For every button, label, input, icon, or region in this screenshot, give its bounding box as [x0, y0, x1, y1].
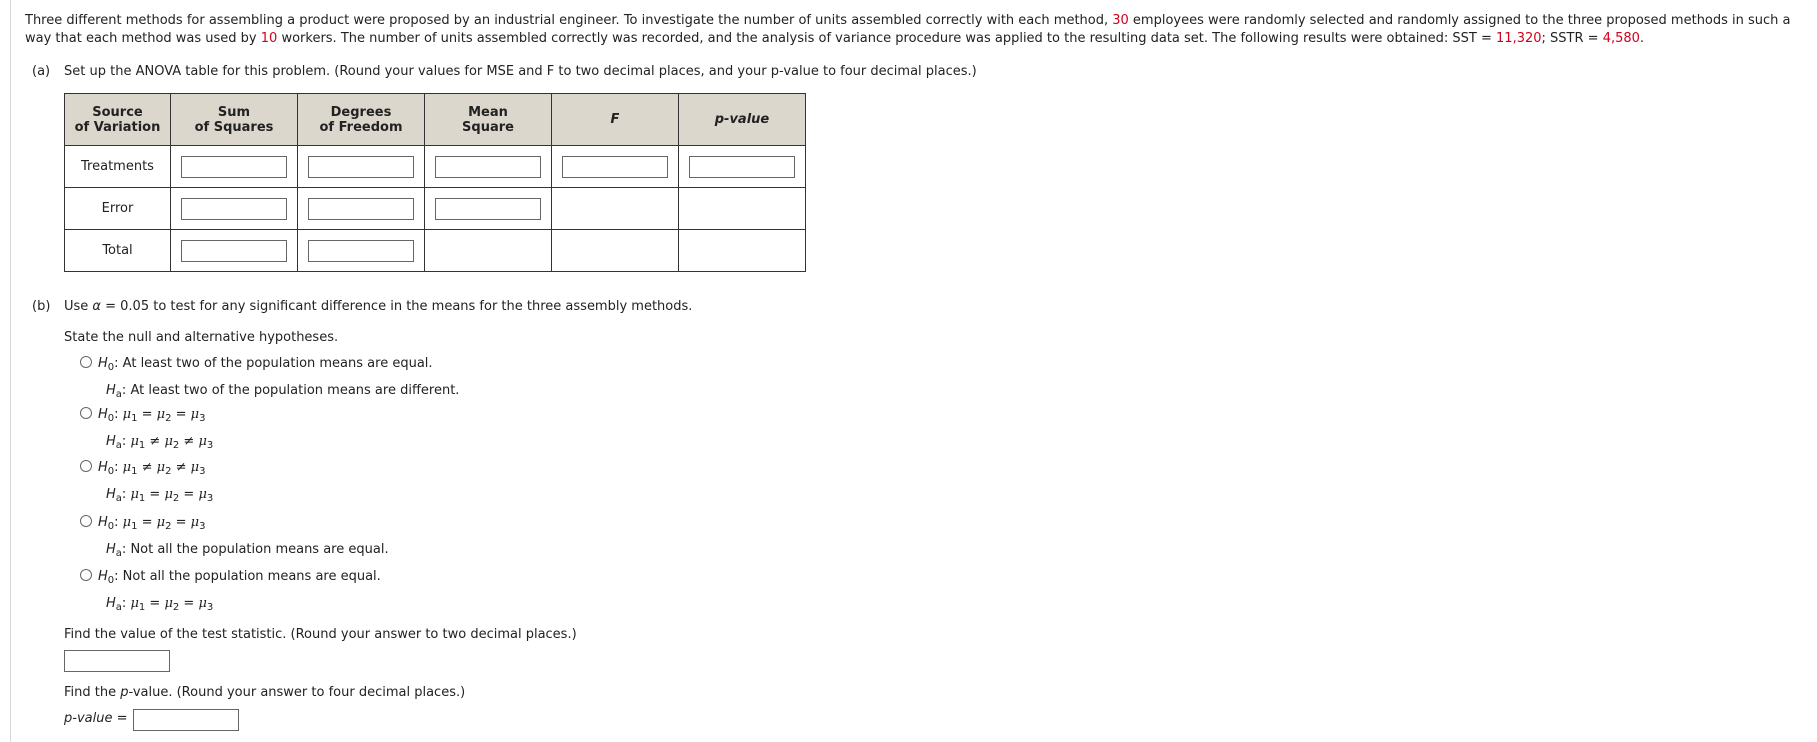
error-df-input[interactable]	[308, 198, 414, 220]
radio-button[interactable]	[80, 515, 92, 527]
part-a-text: Set up the ANOVA table for this problem. (Round your values for MSE and F to two decimal places, and your p-value to four decimal places.)	[64, 64, 977, 79]
empty-cell	[679, 188, 806, 230]
total-df-input[interactable]	[308, 240, 414, 262]
empty-cell	[425, 230, 552, 272]
error-ms-input[interactable]	[435, 198, 541, 220]
employees-count: 30	[1112, 13, 1129, 28]
row-label-total: Total	[65, 230, 171, 272]
treatments-ss-input[interactable]	[181, 156, 287, 178]
radio-button[interactable]	[80, 569, 92, 581]
hypothesis-option-5[interactable]: $H_0$: Not all the population means are equal. $H_a$: $\mu_1 = \mu_2 = \mu_3$	[80, 565, 381, 619]
sstr-value: 4,580	[1602, 31, 1640, 46]
treatments-ms-input[interactable]	[435, 156, 541, 178]
anova-table	[64, 93, 806, 272]
error-ss-input[interactable]	[181, 198, 287, 220]
radio-button[interactable]	[80, 460, 92, 472]
header-mean-square: Mean Square	[425, 94, 552, 146]
empty-cell	[552, 230, 679, 272]
problem-intro: Three different methods for assembling a product were proposed by an industrial engineer. To investigate the number of units assembled correctly with each method, 30 employees were randomly selected and randomly assigned to the three proposed methods in such a way that each method was used by 10 workers. The number of units assembled correctly was recorded, and the analysis of variance procedure was applied to the resulting data set. The following results were obtained: SST = 11,320; SSTR = 4,580.	[25, 13, 1791, 46]
row-label-error: Error	[65, 188, 171, 230]
hypothesis-option-3[interactable]: $H_0$: $\mu_1 \ne \mu_2 \ne \mu_3$ $H_a$: $\mu_1 = \mu_2 = \mu_3$	[80, 456, 213, 510]
workers-count: 10	[260, 31, 278, 46]
hypothesis-option-2[interactable]: $H_0$: $\mu_1 = \mu_2 = \mu_3$ $H_a$: $\mu_1 \ne \mu_2 \ne \mu_3$	[80, 403, 213, 457]
empty-cell	[679, 230, 806, 272]
treatments-f-input[interactable]	[562, 156, 668, 178]
treatments-df-input[interactable]	[308, 156, 414, 178]
header-source: Source of Variation	[65, 94, 171, 146]
treatments-p-input[interactable]	[689, 156, 795, 178]
part-b-label: (b)	[32, 299, 51, 314]
radio-button[interactable]	[80, 356, 92, 368]
test-statistic-input[interactable]	[64, 650, 170, 672]
test-statistic-instruction: Find the value of the test statistic. (Round your answer to two decimal places.)	[64, 627, 577, 642]
radio-button[interactable]	[80, 407, 92, 419]
header-sum-squares: Sum of Squares	[171, 94, 298, 146]
hypothesis-option-1[interactable]: $H_0$: At least two of the population means are equal. $H_a$: At least two of the population means are different.	[80, 352, 459, 406]
part-a-prompt	[32, 64, 977, 79]
total-ss-input[interactable]	[181, 240, 287, 262]
table-row-treatments	[65, 146, 806, 188]
part-b-prompt: (b) Use α = 0.05 to test for any significant difference in the means for the three assembly methods.	[32, 299, 693, 314]
header-degrees-freedom: Degrees of Freedom	[298, 94, 425, 146]
part-a-label: (a)	[32, 64, 51, 79]
sst-value: 11,320	[1496, 31, 1542, 46]
p-value-input[interactable]	[133, 709, 239, 731]
anova-header-row	[65, 94, 806, 146]
hypothesis-option-4[interactable]: $H_0$: $\mu_1 = \mu_2 = \mu_3$ $H_a$: Not all the population means are equal.	[80, 511, 389, 565]
header-f: F	[552, 94, 679, 146]
table-row-total	[65, 230, 806, 272]
p-value-label: p-value =	[64, 711, 128, 726]
hypotheses-instruction: State the null and alternative hypotheses.	[64, 330, 339, 345]
p-value-instruction: Find the p-value. (Round your answer to four decimal places.)	[64, 685, 466, 700]
row-label-treatments: Treatments	[65, 146, 171, 188]
empty-cell	[552, 188, 679, 230]
table-row-error	[65, 188, 806, 230]
header-p-value: p-value	[679, 94, 806, 146]
